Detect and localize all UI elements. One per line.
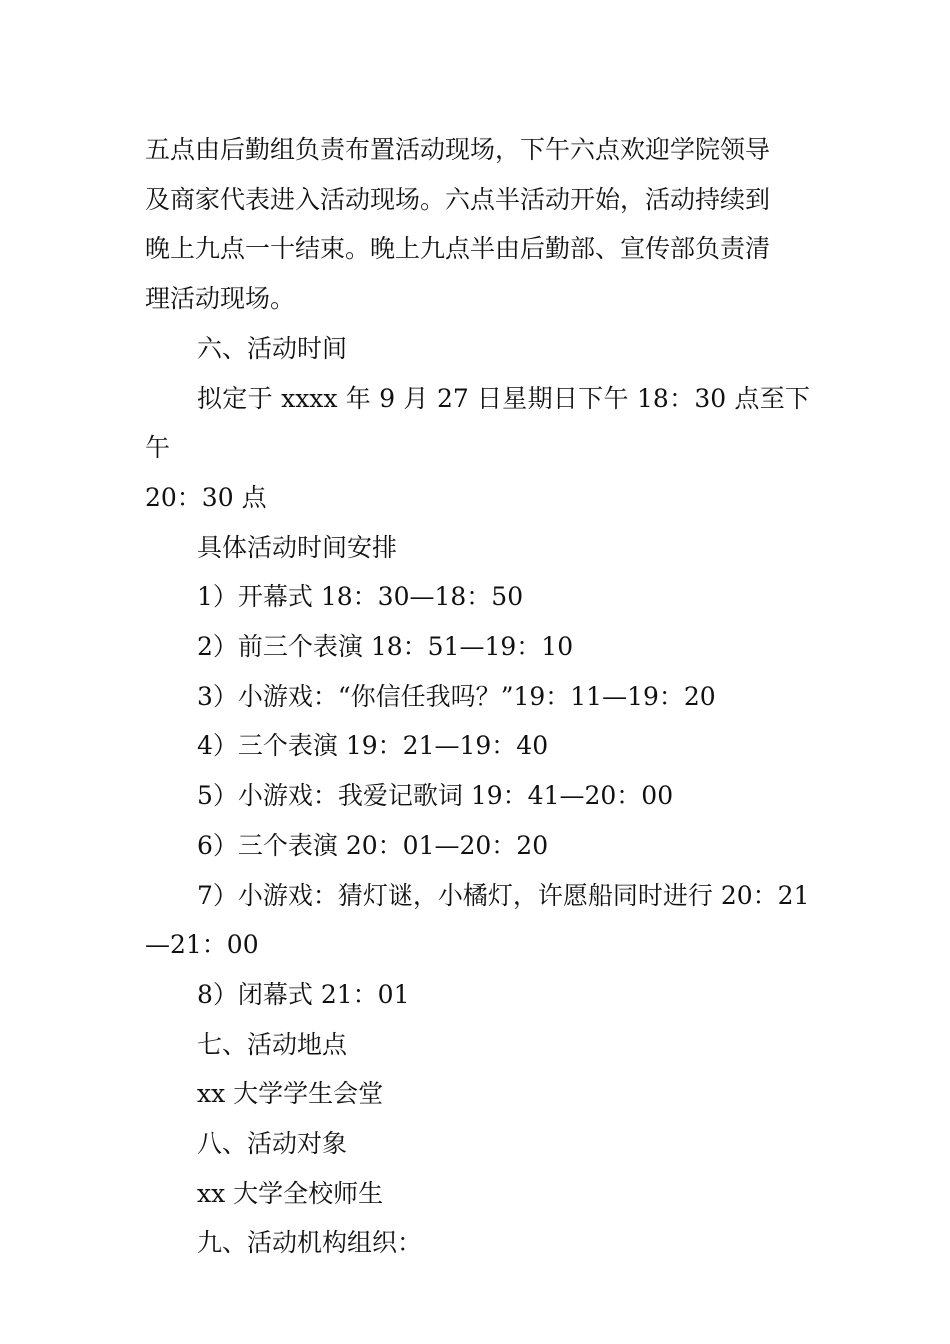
schedule-item <box>145 970 810 1020</box>
heading-text: 七、活动地点 <box>197 1029 348 1059</box>
schedule-item-text: 1）开幕式 18：30—18：50 <box>197 582 524 612</box>
schedule-item-text: 2）前三个表演 18：51—19：10 <box>197 632 574 662</box>
text-line: 及商家代表进入活动现场。六点半活动开始，活动持续到 <box>145 184 771 214</box>
schedule-item <box>145 672 810 722</box>
schedule-item-text: 8）闭幕式 21：01 <box>197 979 410 1009</box>
schedule-item <box>145 622 810 672</box>
schedule-item-text: 3）小游戏：“你信任我吗？”19：11—19：20 <box>197 681 716 711</box>
text-line: xx 大学全校师生 <box>197 1178 384 1208</box>
schedule-item <box>145 572 810 622</box>
paragraph-schedule-intro <box>145 125 810 324</box>
audience-text <box>145 1169 810 1219</box>
text-line: 理活动现场。 <box>145 284 296 314</box>
schedule-item-text: 5）小游戏：我爱记歌词 19：41—20：00 <box>197 781 674 811</box>
heading-text: 六、活动时间 <box>197 333 348 363</box>
schedule-item-text: 4）三个表演 19：21—19：40 <box>197 731 549 761</box>
document-body <box>145 125 810 1268</box>
schedule-heading <box>145 523 810 573</box>
paragraph-planned-time <box>145 374 810 523</box>
schedule-item <box>145 871 810 970</box>
text-line: 晚上九点一十结束。晚上九点半由后勤部、宣传部负责清 <box>145 234 771 264</box>
section-heading-location <box>145 1020 810 1070</box>
schedule-item-text: —21：00 <box>145 930 259 960</box>
section-heading-time <box>145 324 810 374</box>
text-line: 五点由后勤组负责布置活动现场，下午六点欢迎学院领导 <box>145 135 771 164</box>
text-line: xx 大学学生会堂 <box>197 1079 384 1109</box>
schedule-item-text: 7）小游戏：猜灯谜，小橘灯，许愿船同时进行 20：21 <box>197 880 810 910</box>
section-heading-organization <box>145 1218 810 1268</box>
text-line: 20：30 点 <box>145 482 267 512</box>
text-line: 拟定于 xxxx 年 9 月 27 日星期日下午 18：30 点至下午 <box>145 383 810 463</box>
heading-text: 具体活动时间安排 <box>197 532 398 562</box>
heading-text: 九、活动机构组织： <box>197 1228 423 1258</box>
section-heading-audience <box>145 1119 810 1169</box>
schedule-item-text: 6）三个表演 20：01—20：20 <box>197 830 549 860</box>
schedule-item <box>145 821 810 871</box>
schedule-item <box>145 771 810 821</box>
heading-text: 八、活动对象 <box>197 1129 348 1159</box>
schedule-item <box>145 721 810 771</box>
location-text <box>145 1069 810 1119</box>
